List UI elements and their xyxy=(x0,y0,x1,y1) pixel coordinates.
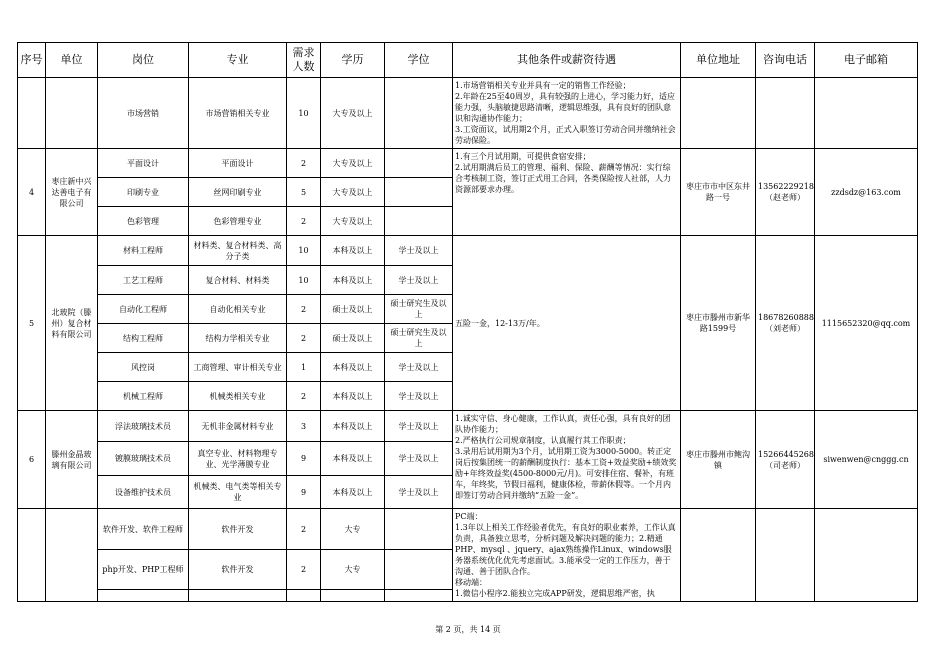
degree-cell: 学士及以上 xyxy=(385,476,453,509)
position-cell: 机械工程师 xyxy=(98,382,189,411)
count-cell: 5 xyxy=(287,178,321,207)
email-cell: 1115652320@qq.com xyxy=(815,236,918,411)
edu-cell: 大专及以上 xyxy=(321,178,385,207)
degree-cell: 学士及以上 xyxy=(385,236,453,266)
edu-cell: 大专 xyxy=(321,509,385,550)
position-cell: php开发、PHP工程师 xyxy=(98,550,189,590)
edu-cell: 大专及以上 xyxy=(321,78,385,149)
position-cell: 结构工程师 xyxy=(98,324,189,353)
conditions-cell: PC端： 1.3年以上相关工作经验者优先，有良好的职业素养，工作认真负责，具备独立思考，分析问题及解决问题的能力；2.精通PHP、mysql 、jquery、ajax熟练操作Linux、windows服务器系统优化优先考虑面试。3.能承受一定的工作压力，善于沟通、善于团队合作。 移动端： 1.微信小程序2.能独立完成APP研发，逻辑思维严密，执 xyxy=(453,509,681,602)
major-cell: 软件开发 xyxy=(189,550,287,590)
phone-cell xyxy=(756,78,815,149)
count-cell: 10 xyxy=(287,78,321,149)
degree-cell: 学士及以上 xyxy=(385,266,453,295)
address-cell: 枣庄市滕州市新华路1599号 xyxy=(681,236,756,411)
count-cell: 9 xyxy=(287,476,321,509)
degree-cell xyxy=(385,149,453,178)
major-cell: 软件开发 xyxy=(189,509,287,550)
major-cell: 市场营销相关专业 xyxy=(189,78,287,149)
recruitment-table xyxy=(17,42,918,602)
degree-cell: 硕士研究生及以上 xyxy=(385,324,453,353)
count-cell: 2 xyxy=(287,324,321,353)
header-seq: 序号 xyxy=(18,43,46,78)
header-unit: 单位 xyxy=(46,43,98,78)
position-cell: 自动化工程师 xyxy=(98,295,189,324)
position-cell: 镀膜玻璃技术员 xyxy=(98,442,189,476)
table-row xyxy=(18,149,918,178)
unit-cell xyxy=(46,78,98,149)
count-cell: 10 xyxy=(287,266,321,295)
degree-cell: 学士及以上 xyxy=(385,382,453,411)
major-cell: 丝网印刷专业 xyxy=(189,178,287,207)
major-cell xyxy=(189,589,287,601)
conditions-cell: 1.诚实守信、身心健康，工作认真，责任心强，具有良好的团队协作能力； 2.严格执行公司规章制度，认真履行其工作职责； 3.录用后试用期为3个月，试用期工资为3000-5000。转正定岗后按集团统一的薪酬制度执行：基本工资+效益奖励+绩效奖励+年终效益奖(4500-8000元/月)。可安排住宿、餐补，有班车，年终奖，节假日福利，健康体检，带薪休假等。一个月内即签订劳动合同并缴纳“五险一金”。 xyxy=(453,411,681,509)
edu-cell: 本科及以上 xyxy=(321,353,385,382)
edu-cell: 大专 xyxy=(321,550,385,590)
unit-cell xyxy=(46,509,98,602)
position-cell: 市场营销 xyxy=(98,78,189,149)
email-cell xyxy=(815,78,918,149)
edu-cell: 大专及以上 xyxy=(321,207,385,236)
position-cell: 材料工程师 xyxy=(98,236,189,266)
position-cell: 印刷专业 xyxy=(98,178,189,207)
edu-cell: 硕士及以上 xyxy=(321,295,385,324)
degree-cell xyxy=(385,589,453,601)
edu-cell: 本科及以上 xyxy=(321,266,385,295)
degree-cell xyxy=(385,78,453,149)
edu-cell: 本科及以上 xyxy=(321,382,385,411)
table-row xyxy=(18,78,918,149)
seq-cell: 4 xyxy=(18,149,46,236)
degree-cell: 学士及以上 xyxy=(385,411,453,442)
edu-cell xyxy=(321,589,385,601)
count-cell: 9 xyxy=(287,442,321,476)
position-cell: 色彩管理 xyxy=(98,207,189,236)
count-cell: 3 xyxy=(287,411,321,442)
degree-cell: 学士及以上 xyxy=(385,353,453,382)
email-cell: zzdsdz@163.com xyxy=(815,149,918,236)
major-cell: 结构力学相关专业 xyxy=(189,324,287,353)
major-cell: 机械类相关专业 xyxy=(189,382,287,411)
major-cell: 自动化相关专业 xyxy=(189,295,287,324)
spreadsheet-page xyxy=(17,42,918,598)
seq-cell: 5 xyxy=(18,236,46,411)
table-row xyxy=(18,236,918,266)
major-cell: 无机非金属材料专业 xyxy=(189,411,287,442)
seq-cell xyxy=(18,509,46,602)
seq-cell: 6 xyxy=(18,411,46,509)
position-cell: 设备维护技术员 xyxy=(98,476,189,509)
header-address: 单位地址 xyxy=(681,43,756,78)
major-cell: 复合材料、材料类 xyxy=(189,266,287,295)
position-cell: 浮法玻璃技术员 xyxy=(98,411,189,442)
email-cell xyxy=(815,509,918,602)
unit-cell: 北玻院（滕州）复合材料有限公司 xyxy=(46,236,98,411)
conditions-cell: 五险一金，12-13万/年。 xyxy=(453,236,681,411)
major-cell: 材料类、复合材料类、高分子类 xyxy=(189,236,287,266)
count-cell: 2 xyxy=(287,149,321,178)
table-row xyxy=(18,509,918,550)
header-position: 岗位 xyxy=(98,43,189,78)
phone-cell xyxy=(756,509,815,602)
table-row xyxy=(18,411,918,442)
email-cell: siwenwen@cnggg.cn xyxy=(815,411,918,509)
conditions-cell: 1.有三个月试用期，可提供食宿安排； 2.试用期满后员工的管理、福利、保险、薪酬等情况：实行综合考核制工资，签订正式用工合同，各类保险按人社部，人力资源部要求办理。 xyxy=(453,149,681,236)
major-cell: 色彩管理专业 xyxy=(189,207,287,236)
conditions-cell: 1.市场营销相关专业并具有一定的销售工作经验； 2.年龄在25至40周岁，具有较强的上进心，学习能力好，适应能力强，头脑敏捷思路清晰，逻辑思维强，具有良好的团队意识和沟通协作能力； 3.工资面议，试用期2个月，正式入职签订劳动合同并缴纳社会劳动保险。 xyxy=(453,78,681,149)
unit-cell: 滕州金晶玻璃有限公司 xyxy=(46,411,98,509)
phone-cell: 18678260888（刘老师） xyxy=(756,236,815,411)
major-cell: 工商管理、审计相关专业 xyxy=(189,353,287,382)
address-cell: 枣庄市滕州市鲍沟镇 xyxy=(681,411,756,509)
header-other: 其他条件或薪资待遇 xyxy=(453,43,681,78)
position-cell: 风控岗 xyxy=(98,353,189,382)
count-cell: 1 xyxy=(287,353,321,382)
address-cell xyxy=(681,78,756,149)
address-cell: 枣庄市市中区东井路一号 xyxy=(681,149,756,236)
header-degree: 学位 xyxy=(385,43,453,78)
degree-cell xyxy=(385,509,453,550)
count-cell: 2 xyxy=(287,550,321,590)
phone-cell: 13562229218（赵老师） xyxy=(756,149,815,236)
header-phone: 咨询电话 xyxy=(756,43,815,78)
page-footer: 第 2 页，共 14 页 xyxy=(435,625,501,634)
degree-cell: 硕士研究生及以上 xyxy=(385,295,453,324)
header-row xyxy=(18,43,918,78)
edu-cell: 本科及以上 xyxy=(321,411,385,442)
address-cell xyxy=(681,509,756,602)
header-edu: 学历 xyxy=(321,43,385,78)
count-cell xyxy=(287,589,321,601)
major-cell: 机械类、电气类等相关专业 xyxy=(189,476,287,509)
header-major: 专业 xyxy=(189,43,287,78)
unit-cell: 枣庄新中兴达善电子有限公司 xyxy=(46,149,98,236)
major-cell: 真空专业、材料物理专业、光学薄膜专业 xyxy=(189,442,287,476)
count-cell: 2 xyxy=(287,509,321,550)
edu-cell: 本科及以上 xyxy=(321,236,385,266)
position-cell: 工艺工程师 xyxy=(98,266,189,295)
count-cell: 2 xyxy=(287,295,321,324)
header-email: 电子邮箱 xyxy=(815,43,918,78)
major-cell: 平面设计 xyxy=(189,149,287,178)
header-count: 需求人数 xyxy=(287,43,321,78)
degree-cell xyxy=(385,550,453,590)
edu-cell: 本科及以上 xyxy=(321,442,385,476)
degree-cell xyxy=(385,207,453,236)
position-cell xyxy=(98,589,189,601)
position-cell: 软件开发、软件工程师 xyxy=(98,509,189,550)
edu-cell: 硕士及以上 xyxy=(321,324,385,353)
count-cell: 2 xyxy=(287,382,321,411)
degree-cell xyxy=(385,178,453,207)
edu-cell: 大专及以上 xyxy=(321,149,385,178)
edu-cell: 本科及以上 xyxy=(321,476,385,509)
degree-cell: 学士及以上 xyxy=(385,442,453,476)
count-cell: 10 xyxy=(287,236,321,266)
count-cell: 2 xyxy=(287,207,321,236)
phone-cell: 15266445268（司老师） xyxy=(756,411,815,509)
position-cell: 平面设计 xyxy=(98,149,189,178)
seq-cell xyxy=(18,78,46,149)
